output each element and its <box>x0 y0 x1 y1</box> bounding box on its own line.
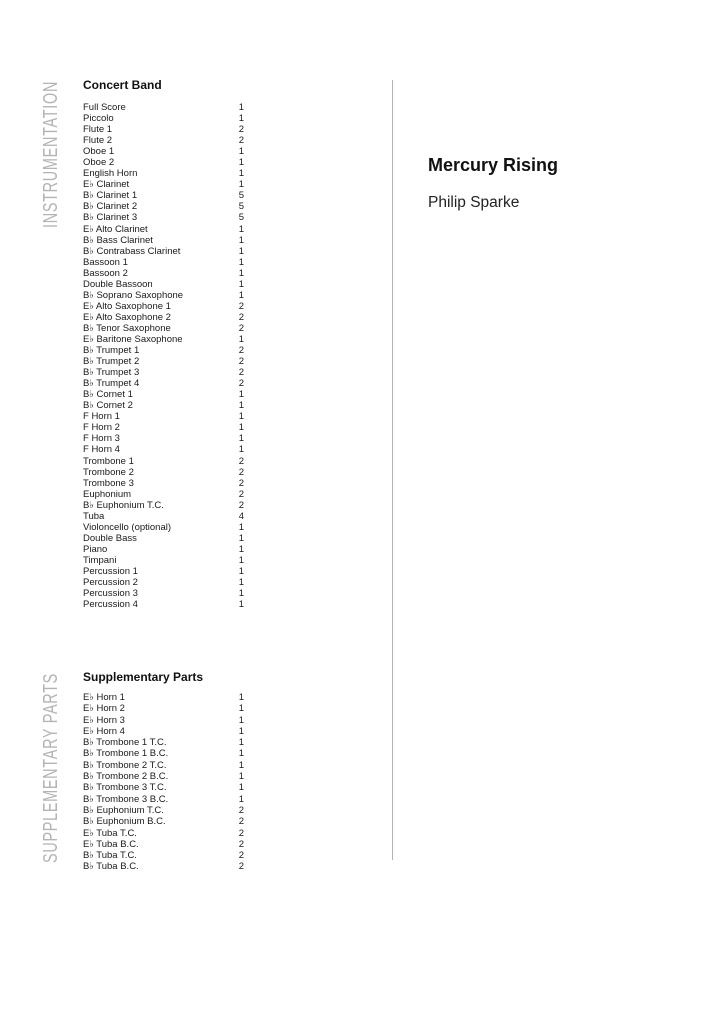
instrument-count: 2 <box>238 455 244 467</box>
instrument-name: B♭ Trumpet 1 <box>83 345 140 357</box>
instrument-name: Percussion 1 <box>83 565 138 577</box>
instrument-name: E♭ Clarinet <box>83 179 130 191</box>
instrument-name: E♭ Baritone Saxophone <box>83 333 183 345</box>
instrument-name: B♭ Euphonium T.C. <box>83 499 164 511</box>
instrument-count: 1 <box>238 113 244 125</box>
instrument-count: 4 <box>238 510 244 522</box>
instrument-count: 2 <box>238 466 244 478</box>
instrument-row <box>83 478 244 489</box>
supplementary-vertical-label: SUPPLEMENTARY PARTS <box>40 672 62 863</box>
instrument-name: B♭ Contrabass Clarinet <box>83 245 181 257</box>
instrument-name: B♭ Trombone 3 B.C. <box>83 793 169 805</box>
instrument-row <box>83 146 244 157</box>
instrument-count: 5 <box>238 201 244 213</box>
instrument-name: B♭ Cornet 2 <box>83 400 133 412</box>
instrument-name: E♭ Tuba T.C. <box>83 827 137 839</box>
instrument-name: Oboe 2 <box>83 157 115 169</box>
instrument-row <box>83 588 244 599</box>
instrument-name: Trombone 1 <box>83 455 134 467</box>
instrument-count: 1 <box>238 389 244 401</box>
instrument-name: B♭ Trumpet 4 <box>83 378 140 390</box>
instrument-row <box>83 268 244 279</box>
instrument-name: B♭ Trombone 1 T.C. <box>83 737 167 749</box>
instrument-name: Tuba <box>83 510 105 522</box>
instrument-count: 2 <box>238 499 244 511</box>
instrument-count: 1 <box>238 157 244 169</box>
instrument-name: Timpani <box>83 554 117 566</box>
instrument-count: 2 <box>238 816 244 828</box>
instrument-count: 1 <box>238 714 244 726</box>
instrument-count: 1 <box>238 599 244 611</box>
instrument-row <box>83 692 244 703</box>
instrument-row <box>83 805 244 816</box>
instrument-name: English Horn <box>83 168 138 180</box>
instrument-count: 1 <box>238 554 244 566</box>
instrument-name: Bassoon 1 <box>83 256 128 268</box>
instrument-count: 2 <box>238 322 244 334</box>
instrument-row <box>83 201 244 212</box>
instrument-row <box>83 748 244 759</box>
instrument-row <box>83 433 244 444</box>
instrument-row <box>83 703 244 714</box>
instrument-name: B♭ Tuba B.C. <box>83 861 139 873</box>
instrument-name: B♭ Trumpet 2 <box>83 356 140 368</box>
instrument-name: Percussion 2 <box>83 577 138 589</box>
instrument-count: 1 <box>238 278 244 290</box>
instrument-count: 2 <box>238 827 244 839</box>
instrument-row <box>83 850 244 861</box>
instrument-row <box>83 782 244 793</box>
instrument-count: 2 <box>238 345 244 357</box>
instrument-count: 2 <box>238 378 244 390</box>
instrument-row <box>83 124 244 135</box>
instrument-count: 1 <box>238 703 244 715</box>
instrument-name: Percussion 4 <box>83 599 138 611</box>
instrument-name: B♭ Soprano Saxophone <box>83 289 184 301</box>
instrument-name: Full Score <box>83 102 126 113</box>
instrument-name: B♭ Trombone 1 B.C. <box>83 748 169 760</box>
instrument-count: 2 <box>238 861 244 873</box>
instrument-name: Flute 2 <box>83 135 113 147</box>
instrument-name: B♭ Trombone 2 B.C. <box>83 771 169 783</box>
instrument-count: 1 <box>238 400 244 412</box>
instrument-row <box>83 323 244 334</box>
instrument-row <box>83 839 244 850</box>
instrument-count: 1 <box>238 422 244 434</box>
instrument-row <box>83 212 244 223</box>
instrument-count: 1 <box>238 543 244 555</box>
instrument-row <box>83 279 244 290</box>
instrument-count: 2 <box>238 838 244 850</box>
instrument-name: Violoncello (optional) <box>83 521 172 533</box>
instrument-name: B♭ Bass Clarinet <box>83 234 153 246</box>
instrument-name: Euphonium <box>83 488 132 500</box>
instrument-row <box>83 577 244 588</box>
instrument-name: Double Bassoon <box>83 278 153 290</box>
instrument-count: 1 <box>238 532 244 544</box>
instrument-name: B♭ Trombone 2 T.C. <box>83 759 167 771</box>
instrument-row <box>83 828 244 839</box>
instrument-count: 1 <box>238 168 244 180</box>
instrument-name: Trombone 3 <box>83 477 134 489</box>
instrument-row <box>83 456 244 467</box>
instrument-count: 1 <box>238 771 244 783</box>
instrument-name: B♭ Trumpet 3 <box>83 367 140 379</box>
instrument-count: 1 <box>238 577 244 589</box>
instrument-name: F Horn 4 <box>83 444 120 456</box>
instrument-count: 2 <box>238 356 244 368</box>
instrument-name: B♭ Euphonium T.C. <box>83 804 164 816</box>
instrument-row <box>83 400 244 411</box>
instrument-count: 1 <box>238 223 244 235</box>
instrument-count: 1 <box>238 267 244 279</box>
instrument-name: Oboe 1 <box>83 146 115 158</box>
instrument-name: E♭ Horn 1 <box>83 692 125 703</box>
instrument-row <box>83 301 244 312</box>
instrument-count: 1 <box>238 102 244 113</box>
instrument-row <box>83 157 244 168</box>
instrument-name: B♭ Clarinet 3 <box>83 212 138 224</box>
instrument-name: Trombone 2 <box>83 466 134 478</box>
instrumentation-list <box>83 102 244 610</box>
instrument-count: 1 <box>238 737 244 749</box>
instrument-row <box>83 246 244 257</box>
instrument-name: B♭ Euphonium B.C. <box>83 816 166 828</box>
instrument-row <box>83 726 244 737</box>
instrument-row <box>83 290 244 301</box>
supplementary-parts-heading: Supplementary Parts <box>83 670 204 684</box>
instrument-row <box>83 489 244 500</box>
instrument-row <box>83 555 244 566</box>
instrument-name: B♭ Cornet 1 <box>83 389 133 401</box>
instrument-count: 5 <box>238 212 244 224</box>
instrument-row <box>83 257 244 268</box>
instrument-row <box>83 533 244 544</box>
instrument-name: E♭ Alto Saxophone 1 <box>83 300 171 312</box>
instrument-name: F Horn 3 <box>83 433 120 445</box>
instrument-row <box>83 334 244 345</box>
instrument-count: 1 <box>238 411 244 423</box>
instrument-name: Flute 1 <box>83 124 113 136</box>
instrument-count: 1 <box>238 725 244 737</box>
instrument-row <box>83 737 244 748</box>
instrument-count: 1 <box>238 444 244 456</box>
instrument-name: E♭ Horn 2 <box>83 703 125 715</box>
instrument-count: 1 <box>238 782 244 794</box>
instrument-count: 1 <box>238 521 244 533</box>
instrument-count: 1 <box>238 759 244 771</box>
instrument-row <box>83 235 244 246</box>
instrument-name: B♭ Clarinet 2 <box>83 201 138 213</box>
instrument-count: 1 <box>238 748 244 760</box>
instrument-row <box>83 190 244 201</box>
instrument-name: E♭ Horn 4 <box>83 725 125 737</box>
instrument-name: Double Bass <box>83 532 137 544</box>
instrument-name: B♭ Clarinet 1 <box>83 190 138 202</box>
instrument-name: Percussion 3 <box>83 588 138 600</box>
instrument-row <box>83 102 244 113</box>
instrument-row <box>83 444 244 455</box>
instrument-row <box>83 511 244 522</box>
instrument-name: F Horn 1 <box>83 411 120 423</box>
vertical-divider <box>392 80 393 860</box>
instrument-row <box>83 312 244 323</box>
instrument-row <box>83 861 244 872</box>
instrument-row <box>83 135 244 146</box>
instrument-row <box>83 522 244 533</box>
instrument-row <box>83 544 244 555</box>
instrument-name: E♭ Horn 3 <box>83 714 125 726</box>
instrument-count: 2 <box>238 311 244 323</box>
instrument-row <box>83 771 244 782</box>
instrument-name: B♭ Trombone 3 T.C. <box>83 782 167 794</box>
instrument-count: 2 <box>238 488 244 500</box>
instrument-name: B♭ Tenor Saxophone <box>83 322 171 334</box>
instrument-count: 5 <box>238 190 244 202</box>
instrument-count: 1 <box>238 256 244 268</box>
instrument-count: 2 <box>238 477 244 489</box>
instrument-row <box>83 367 244 378</box>
instrument-count: 2 <box>238 850 244 862</box>
instrument-count: 1 <box>238 692 244 703</box>
instrument-name: Piccolo <box>83 113 114 125</box>
instrument-count: 1 <box>238 289 244 301</box>
instrument-row <box>83 816 244 827</box>
instrument-count: 1 <box>238 793 244 805</box>
instrument-count: 1 <box>238 234 244 246</box>
instrument-row <box>83 411 244 422</box>
instrument-count: 2 <box>238 300 244 312</box>
instrument-row <box>83 224 244 235</box>
instrument-count: 1 <box>238 245 244 257</box>
instrument-row <box>83 715 244 726</box>
work-title: Mercury Rising <box>428 155 559 175</box>
instrument-name: F Horn 2 <box>83 422 120 434</box>
instrument-count: 1 <box>238 333 244 345</box>
instrument-name: Piano <box>83 543 108 555</box>
instrument-name: B♭ Tuba T.C. <box>83 850 137 862</box>
instrument-count: 1 <box>238 565 244 577</box>
instrument-name: E♭ Tuba B.C. <box>83 838 139 850</box>
instrument-name: E♭ Alto Saxophone 2 <box>83 311 171 323</box>
instrument-row <box>83 168 244 179</box>
instrument-row <box>83 422 244 433</box>
instrument-row <box>83 389 244 400</box>
instrument-count: 1 <box>238 179 244 191</box>
instrument-row <box>83 356 244 367</box>
instrument-row <box>83 566 244 577</box>
instrument-row <box>83 113 244 124</box>
instrument-count: 1 <box>238 588 244 600</box>
supplementary-parts-list <box>83 692 244 873</box>
instrument-row <box>83 179 244 190</box>
instrument-count: 2 <box>238 124 244 136</box>
composer-name: Philip Sparke <box>428 194 520 211</box>
instrumentation-vertical-label: INSTRUMENTATION <box>40 80 62 228</box>
instrument-row <box>83 378 244 389</box>
concert-band-heading: Concert Band <box>83 78 162 92</box>
instrument-count: 1 <box>238 433 244 445</box>
instrument-row <box>83 599 244 610</box>
instrument-count: 1 <box>238 146 244 158</box>
instrument-row <box>83 760 244 771</box>
instrument-count: 2 <box>238 804 244 816</box>
instrument-name: Bassoon 2 <box>83 267 128 279</box>
instrument-count: 2 <box>238 367 244 379</box>
instrument-name: E♭ Alto Clarinet <box>83 223 148 235</box>
instrument-row <box>83 345 244 356</box>
instrument-row <box>83 467 244 478</box>
instrument-row <box>83 794 244 805</box>
instrument-count: 2 <box>238 135 244 147</box>
instrument-row <box>83 500 244 511</box>
